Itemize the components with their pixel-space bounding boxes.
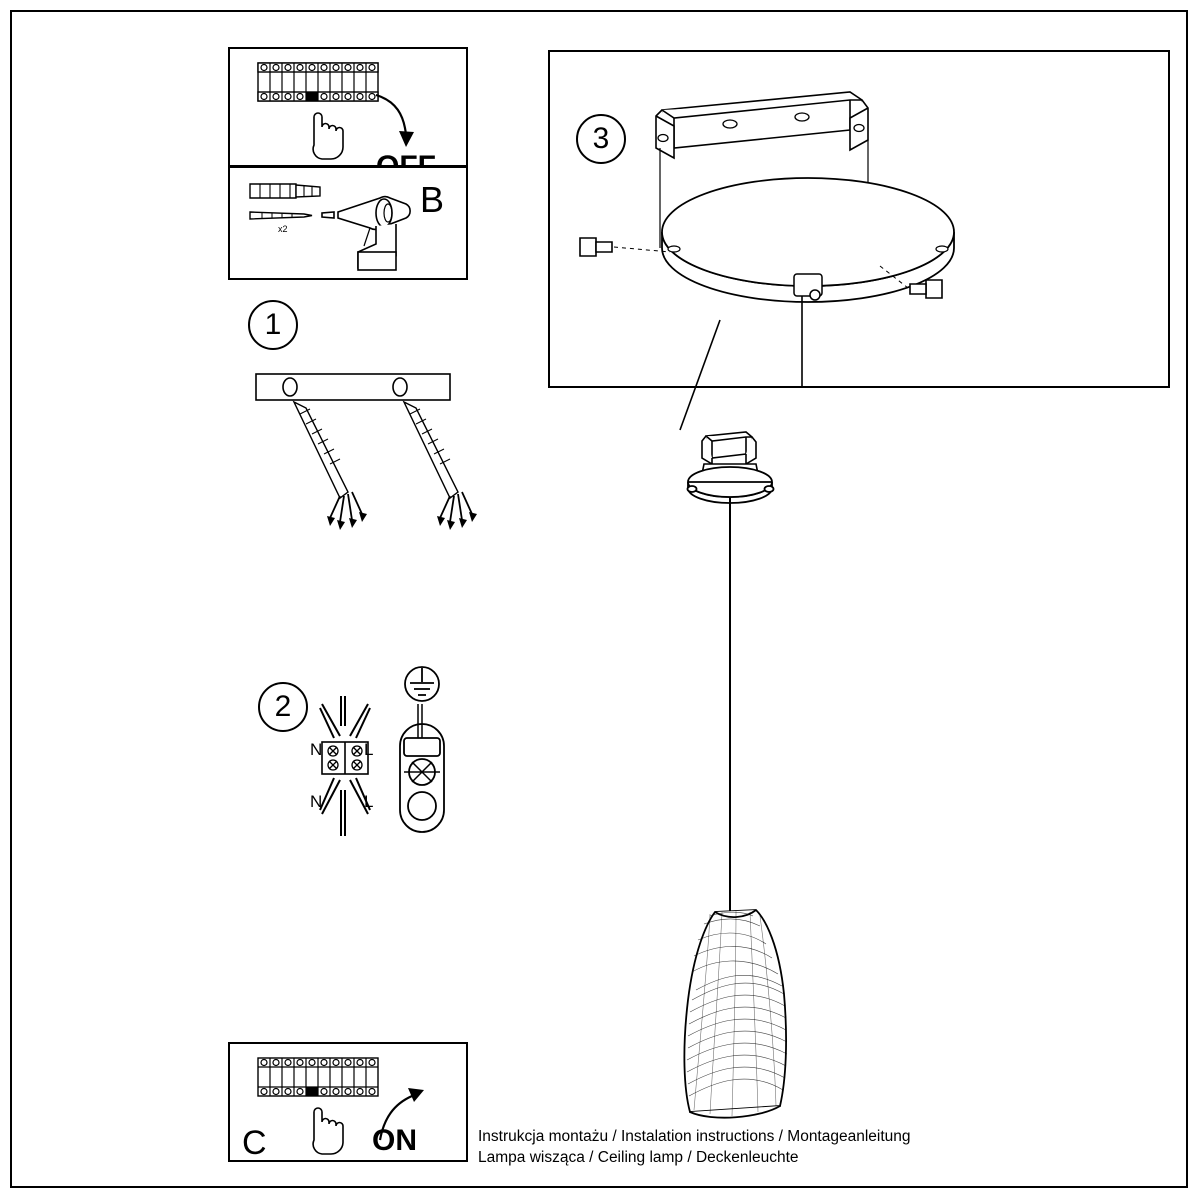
step-1-graphic [248, 368, 528, 548]
caption-line-2: Lampa wisząca / Ceiling lamp / Deckenleuchte [478, 1149, 799, 1166]
terminal-label-l-bottom: L [364, 792, 374, 811]
panel-b [228, 166, 468, 280]
product-lamp-graphic [560, 300, 980, 1160]
terminal-label-n-top: N [310, 740, 323, 759]
panel-b-quantity: x2 [278, 224, 288, 234]
step-1-number: 1 [264, 308, 282, 341]
caption-line-1: Instrukcja montażu / Instalation instructions / Montageanleitung [478, 1128, 911, 1145]
step-2-number: 2 [274, 690, 292, 723]
panel-c [228, 1042, 468, 1162]
step-3-number: 3 [592, 122, 610, 155]
panel-a-graphic [230, 49, 466, 165]
panel-a [228, 47, 468, 167]
step-2-wiring-graphic [300, 660, 490, 870]
terminal-label-n-bottom: N [310, 792, 323, 811]
terminal-label-l-top: L [364, 740, 374, 759]
step-1-badge [248, 300, 298, 350]
panel-c-letter: C [242, 1124, 267, 1162]
panel-b-letter: B [420, 179, 445, 220]
panel-c-action-label: ON [372, 1124, 417, 1157]
